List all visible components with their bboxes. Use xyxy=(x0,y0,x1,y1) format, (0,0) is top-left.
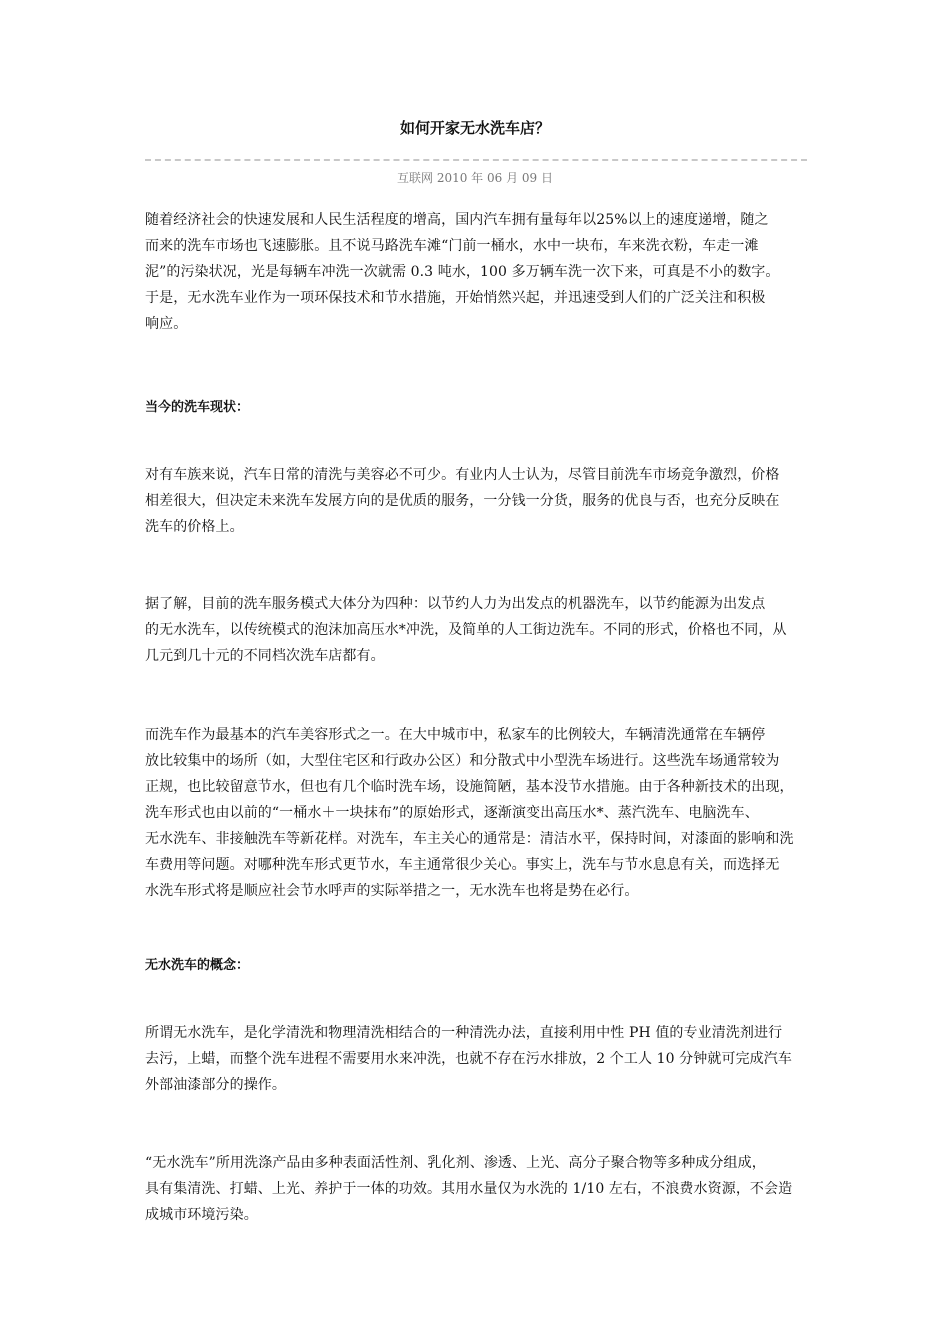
text-line: 洗车的价格上。 xyxy=(145,519,244,535)
text-line: “无水洗车”所用洗涤产品由多种表面活性剂、乳化剂、渗透、上光、高分子聚合物等多种成分组成， xyxy=(145,1155,766,1171)
paragraph-status-1 xyxy=(145,462,815,540)
section-heading-concept: 无水洗车的概念： xyxy=(145,958,250,973)
section-heading-current-status: 当今的洗车现状： xyxy=(145,400,250,415)
text-line: 去污，上蜡，而整个洗车进程不需要用水来冲洗，也就不存在污水排放，2 个工人 10 分钟就可完成汽车 xyxy=(145,1051,792,1067)
text-line: 洗车形式也由以前的“一桶水＋一块抹布”的原始形式，逐渐演变出高压水*、蒸汽洗车、电脑洗车、 xyxy=(145,805,759,821)
paragraph-status-2 xyxy=(145,591,815,669)
text-line: 放比较集中的场所（如，大型住宅区和行政办公区）和分散式中小型洗车场进行。这些洗车场通常较为 xyxy=(145,753,780,769)
text-line: 随着经济社会的快速发展和人民生活程度的增高，国内汽车拥有量每年以25%以上的速度递增，随之 xyxy=(145,212,769,228)
text-line: 正规，也比较留意节水，但也有几个临时洗车场，设施简陋，基本没节水措施。由于各种新技术的出现， xyxy=(145,779,794,795)
text-line: 对有车族来说，汽车日常的清洗与美容必不可少。有业内人士认为，尽管目前洗车市场竞争激烈，价格 xyxy=(145,467,780,483)
article-title: 如何开家无水洗车店？ xyxy=(399,119,550,137)
text-line: 车费用等问题。对哪种洗车形式更节水，车主通常很少关心。事实上，洗车与节水息息有关，而选择无 xyxy=(145,857,780,873)
text-line: 所谓无水洗车，是化学清洗和物理清洗相结合的一种清洗办法，直接利用中性 PH 值的专业清洗剂进行 xyxy=(145,1025,783,1041)
text-line: 泥”的污染状况，光是每辆车冲洗一次就需 0.3 吨水，100 多万辆车洗一次下来，可真是不小的数字。 xyxy=(145,264,780,280)
text-line: 响应。 xyxy=(145,316,188,332)
text-line: 具有集清洗、打蜡、上光、养护于一体的功效。其用水量仅为水洗的 1/10 左右，不浪费水资源，不会造 xyxy=(145,1181,793,1197)
text-line: 的无水洗车，以传统模式的泡沫加高压水*冲洗，及简单的人工街边洗车。不同的形式，价格也不同，从 xyxy=(145,622,787,638)
text-line: 据了解，目前的洗车服务模式大体分为四种：以节约人力为出发点的机器洗车，以节约能源为出发点 xyxy=(145,596,766,612)
text-line: 成城市环境污染。 xyxy=(145,1207,258,1223)
text-line: 水洗车形式将是顺应社会节水呼声的实际举措之一，无水洗车也将是势在必行。 xyxy=(145,883,639,899)
text-line: 而洗车作为最基本的汽车美容形式之一。在大中城市中，私家车的比例较大，车辆清洗通常在车辆停 xyxy=(145,727,766,743)
text-line: 几元到几十元的不同档次洗车店都有。 xyxy=(145,648,385,664)
text-line: 外部油漆部分的操作。 xyxy=(145,1077,286,1093)
paragraph-concept-2 xyxy=(145,1150,815,1228)
text-line: 于是，无水洗车业作为一项环保技术和节水措施，开始悄然兴起，并迅速受到人们的广泛关注和积极 xyxy=(145,290,766,306)
paragraph-concept-1 xyxy=(145,1020,815,1098)
title-divider xyxy=(145,159,807,161)
text-line: 无水洗车、非接触洗车等新花样。对洗车，车主关心的通常是：清洁水平，保持时间，对漆面的影响和洗 xyxy=(145,831,794,847)
text-line: 而来的洗车市场也飞速膨胀。且不说马路洗车滩“门前一桶水，水中一块布，车来洗衣粉，车走一滩 xyxy=(145,238,759,254)
paragraph-status-3 xyxy=(145,722,815,904)
source-date: 互联网 2010 年 06 月 09 日 xyxy=(397,171,553,185)
text-line: 相差很大，但决定未来洗车发展方向的是优质的服务，一分钱一分货，服务的优良与否，也充分反映在 xyxy=(145,493,780,509)
paragraph-intro xyxy=(145,207,815,337)
